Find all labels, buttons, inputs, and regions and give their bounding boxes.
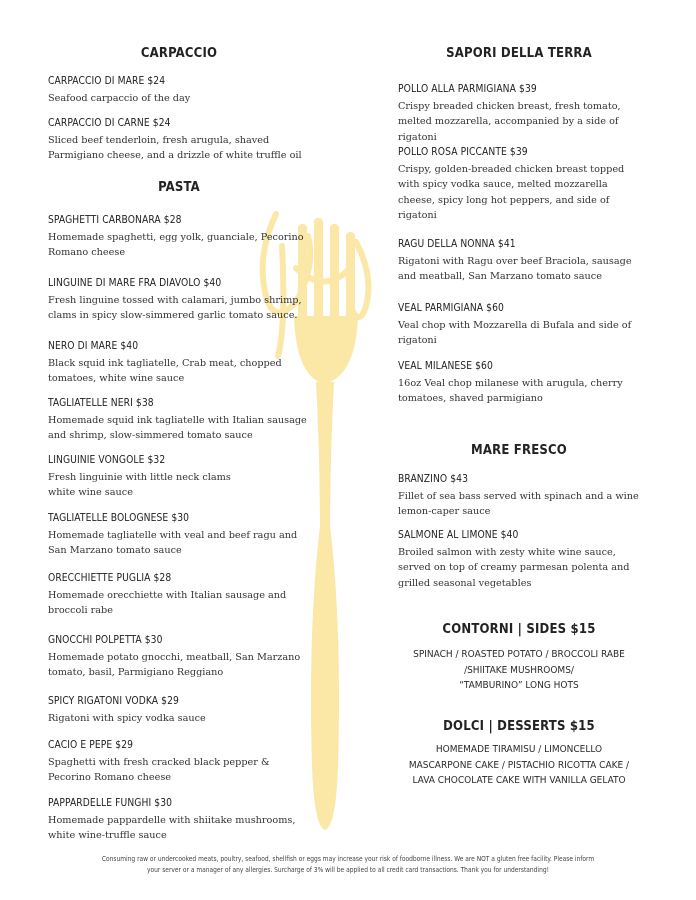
item-name: SALMONE AL LIMONE $40 <box>398 530 519 541</box>
desserts-title: DOLCI | DESSERTS $15 <box>443 719 595 734</box>
item-name: LINGUINE DI MARE FRA DIAVOLO $40 <box>48 278 222 289</box>
item-description: Homemade spaghetti, egg yolk, guanciale, Pecorino Romano cheese <box>48 232 304 259</box>
desserts-line: HOMEMADE TIRAMISU / LIMONCELLO <box>435 744 603 755</box>
item-name: POLLO ROSA PICCANTE $39 <box>398 147 528 158</box>
disclaimer-line: your server or a manager of any allergies. Surcharge of 3% will be applied to all credit card transactions. Thank you for understanding! <box>147 866 549 874</box>
allergy-disclaimer <box>40 854 656 876</box>
item-name: CACIO E PEPE $29 <box>48 740 134 751</box>
menu-item <box>48 512 310 559</box>
item-name: SPICY RIGATONI VODKA $29 <box>48 696 179 707</box>
carpaccio-title: CARPACCIO <box>140 46 218 61</box>
menu-item <box>48 277 310 324</box>
item-description: Rigatoni with Ragu over beef Braciola, sausage and meatball, San Marzano tomato sauce <box>398 256 632 283</box>
item-description: Fresh linguinie with little neck clams white wine sauce <box>48 472 231 499</box>
menu-item <box>48 634 310 681</box>
sides-list <box>398 647 640 694</box>
item-name: NERO DI MARE $40 <box>48 341 139 352</box>
sides-title: CONTORNI | SIDES $15 <box>442 622 596 637</box>
sides-line: /SHIITAKE MUSHROOMS/ <box>464 664 574 676</box>
desserts-line: MASCARPONE CAKE / PISTACHIO RICOTTA CAKE / <box>408 759 630 771</box>
item-name: BRANZINO $43 <box>398 474 469 485</box>
disclaimer-line: Consuming raw or undercooked meats, poultry, seafood, shellfish or eggs may increase your risk of foodborne illness. We are NOT a gluten free facility. Please inform <box>101 855 595 863</box>
item-name: GNOCCHI POLPETTA $30 <box>48 635 163 646</box>
item-description: Seafood carpaccio of the day <box>48 93 191 104</box>
item-name: CARPACCIO DI CARNE $24 <box>48 118 171 129</box>
item-description: Veal chop with Mozzarella di Bufala and side of rigatoni <box>398 320 632 347</box>
menu-item <box>398 238 640 285</box>
item-description: Black squid ink tagliatelle, Crab meat, chopped tomatoes, white wine sauce <box>48 358 282 385</box>
item-description: Homemade potato gnocchi, meatball, San Marzano tomato, basil, Parmigiano Reggiano <box>48 652 301 679</box>
sides-line: SPINACH / ROASTED POTATO / BROCCOLI RABE <box>413 649 625 660</box>
menu-item <box>398 146 640 223</box>
item-name: RAGU DELLA NONNA $41 <box>398 239 516 250</box>
item-description: Rigatoni with spicy vodka sauce <box>48 713 206 724</box>
menu-item <box>398 473 640 520</box>
menu-item <box>398 360 640 407</box>
item-description: Crispy breaded chicken breast, fresh tomato, melted mozzarella, accompanied by a side of rigatoni <box>398 101 621 143</box>
menu-item <box>48 739 310 786</box>
item-description: Fillet of sea bass served with spinach and a wine lemon-caper sauce <box>398 491 639 518</box>
item-description: Broiled salmon with zesty white wine sauce, served on top of creamy parmesan polenta and grilled seasonal vegetables <box>398 547 630 589</box>
item-description: 16oz Veal chop milanese with arugula, cherry tomatoes, shaved parmigiano <box>398 378 623 405</box>
desserts-line: LAVA CHOCOLATE CAKE WITH VANILLA GELATO <box>412 775 626 786</box>
menu-item <box>48 214 310 261</box>
desserts-list <box>398 742 640 789</box>
terra-title: SAPORI DELLA TERRA <box>446 46 592 61</box>
menu-item <box>398 302 640 349</box>
item-description: Fresh linguine tossed with calamari, jumbo shrimp, clams in spicy slow-simmered garlic tomato sauce. <box>48 295 302 322</box>
menu-item <box>398 529 640 591</box>
item-name: VEAL PARMIGIANA $60 <box>398 303 504 314</box>
item-name: TAGLIATELLE NERI $38 <box>48 398 154 409</box>
item-name: POLLO ALLA PARMIGIANA $39 <box>398 84 537 95</box>
item-description: Homemade orecchiette with Italian sausage and broccoli rabe <box>48 590 287 617</box>
pasta-title: PASTA <box>158 180 200 195</box>
menu-item <box>48 572 310 619</box>
item-description: Sliced beef tenderloin, fresh arugula, shaved Parmigiano cheese, and a drizzle of white truffle oil <box>48 135 302 162</box>
item-description: Crispy, golden-breaded chicken breast topped with spicy vodka sauce, melted mozzarella cheese, spicy long hot peppers, and side of rigatoni <box>398 164 625 221</box>
sides-line: “TAMBURINO” LONG HOTS <box>459 680 579 691</box>
item-name: TAGLIATELLE BOLOGNESE $30 <box>48 513 190 524</box>
item-name: PAPPARDELLE FUNGHI $30 <box>48 798 173 809</box>
menu-item <box>48 797 310 844</box>
item-name: CARPACCIO DI MARE $24 <box>48 76 166 87</box>
menu-item <box>48 340 310 387</box>
item-name: VEAL MILANESE $60 <box>398 361 493 372</box>
mare-title: MARE FRESCO <box>471 443 567 458</box>
item-name: SPAGHETTI CARBONARA $28 <box>48 215 182 226</box>
item-description: Spaghetti with fresh cracked black pepper & Pecorino Romano cheese <box>48 757 270 784</box>
item-description: Homemade tagliatelle with veal and beef ragu and San Marzano tomato sauce <box>48 530 298 557</box>
menu-item <box>48 117 310 164</box>
menu-item <box>48 397 310 444</box>
item-name: ORECCHIETTE PUGLIA $28 <box>48 573 172 584</box>
item-description: Homemade pappardelle with shiitake mushrooms, white wine-truffle sauce <box>48 815 296 842</box>
item-description: Homemade squid ink tagliatelle with Italian sausage and shrimp, slow-simmered tomato sauce <box>48 415 307 442</box>
menu-item <box>48 695 310 726</box>
menu-item <box>48 75 310 106</box>
item-name: LINGUINIE VONGOLE $32 <box>48 455 166 466</box>
menu-item <box>48 454 310 501</box>
menu-item <box>398 83 640 145</box>
